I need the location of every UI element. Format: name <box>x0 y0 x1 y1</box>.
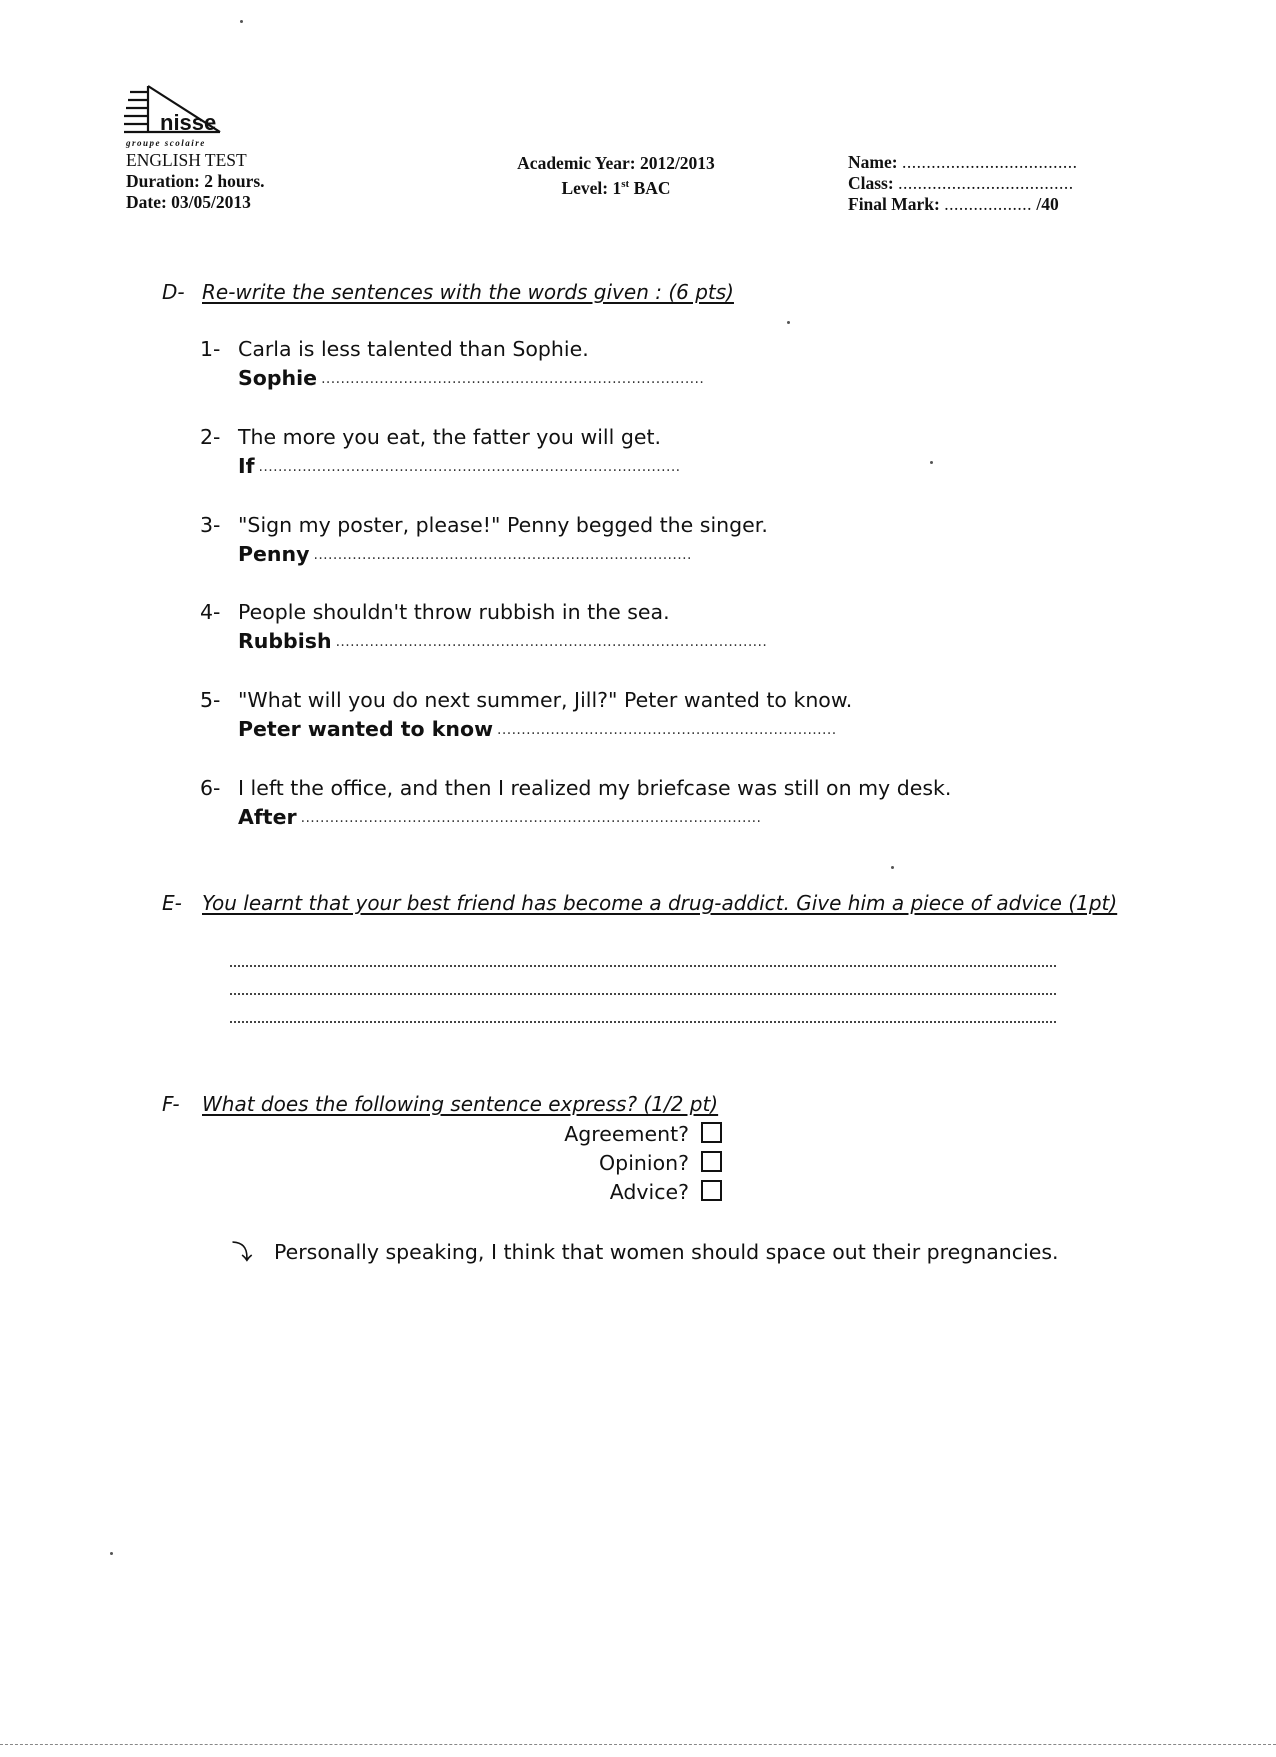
test-title: ENGLISH TEST <box>126 150 247 170</box>
answer-options <box>560 1120 722 1207</box>
scan-speck <box>240 20 243 23</box>
class-field[interactable]: Class: .................................... <box>848 173 1074 193</box>
school-logo <box>124 84 232 150</box>
logo-wordmark: nisse <box>160 110 217 135</box>
item-sentence: "Sign my poster, please!" Penny begged the singer. <box>238 513 768 537</box>
exercise-item-3: 3- "Sign my poster, please!" Penny begged the singer. Penny .............................................................................. <box>200 511 920 571</box>
scan-speck <box>110 1552 113 1555</box>
exercise-item-2: 2- The more you eat, the fatter you will get. If ....................................................................................... <box>200 423 920 483</box>
scan-speck <box>787 321 790 324</box>
item-sentence: Carla is less talented than Sophie. <box>238 337 589 361</box>
academic-info <box>494 153 738 199</box>
section-d-heading: D- Re-write the sentences with the words given : (6 pts) <box>162 280 734 304</box>
academic-year: Academic Year: 2012/2013 <box>517 153 715 173</box>
agreement-checkbox[interactable] <box>701 1122 722 1143</box>
scan-speck <box>891 866 894 869</box>
final-mark-field[interactable]: Final Mark: .................. /40 <box>848 194 1059 214</box>
arrow-bullet-icon: ⤵ <box>232 1240 252 1264</box>
test-date: Date: 03/05/2013 <box>126 192 251 212</box>
statement <box>232 1236 1059 1265</box>
answer-line[interactable] <box>230 1021 1056 1023</box>
section-f-heading: F- What does the following sentence express? (1/2 pt) <box>162 1092 719 1116</box>
item-answer-field[interactable]: Peter wanted to know ...................................................................... <box>238 717 837 741</box>
item-sentence: The more you eat, the fatter you will get. <box>238 425 661 449</box>
name-field[interactable]: Name: .................................... <box>848 152 1078 172</box>
statement-text: Personally speaking, I think that women should space out their pregnancies. <box>274 1240 1059 1264</box>
item-sentence: "What will you do next summer, Jill?" Peter wanted to know. <box>238 688 853 712</box>
item-answer-field[interactable]: If ....................................................................................... <box>238 454 681 478</box>
item-sentence: I left the office, and then I realized my briefcase was still on my desk. <box>238 776 952 800</box>
exercise-item-5: 5- "What will you do next summer, Jill?" Peter wanted to know. Peter wanted to know ...................................................................... <box>200 686 940 746</box>
item-answer-field[interactable]: Sophie ............................................................................... <box>238 366 705 390</box>
item-answer-field[interactable]: After ............................................................................................... <box>238 805 762 829</box>
item-answer-field[interactable]: Penny .............................................................................. <box>238 542 692 566</box>
exercise-item-6: 6- I left the office, and then I realized my briefcase was still on my desk. After ............................................................................................... <box>200 774 960 834</box>
scan-speck <box>930 461 933 464</box>
section-e-heading: E- You learnt that your best friend has become a drug-addict. Give him a piece of advice (1pt) <box>162 891 1118 915</box>
option-opinion[interactable]: Opinion? <box>560 1149 722 1178</box>
item-answer-field[interactable]: Rubbish ......................................................................................... <box>238 629 768 653</box>
option-advice[interactable]: Advice? <box>560 1178 722 1207</box>
logo-subtext: groupe scolaire <box>126 138 206 148</box>
advice-checkbox[interactable] <box>701 1180 722 1201</box>
student-info <box>848 152 1077 215</box>
exercise-item-4: 4- People shouldn't throw rubbish in the sea. Rubbish ......................................................................................... <box>200 598 940 658</box>
test-info <box>126 150 265 213</box>
exercise-item-1: 1- Carla is less talented than Sophie. Sophie ............................................................................... <box>200 335 920 395</box>
page-bottom-rule <box>0 1744 1276 1745</box>
answer-line[interactable] <box>230 993 1056 995</box>
level: Level: 1st BAC <box>561 177 671 198</box>
item-sentence: People shouldn't throw rubbish in the sea. <box>238 600 670 624</box>
opinion-checkbox[interactable] <box>701 1151 722 1172</box>
option-agreement[interactable]: Agreement? <box>560 1120 722 1149</box>
answer-line[interactable] <box>230 965 1056 967</box>
test-duration: Duration: 2 hours. <box>126 171 265 191</box>
